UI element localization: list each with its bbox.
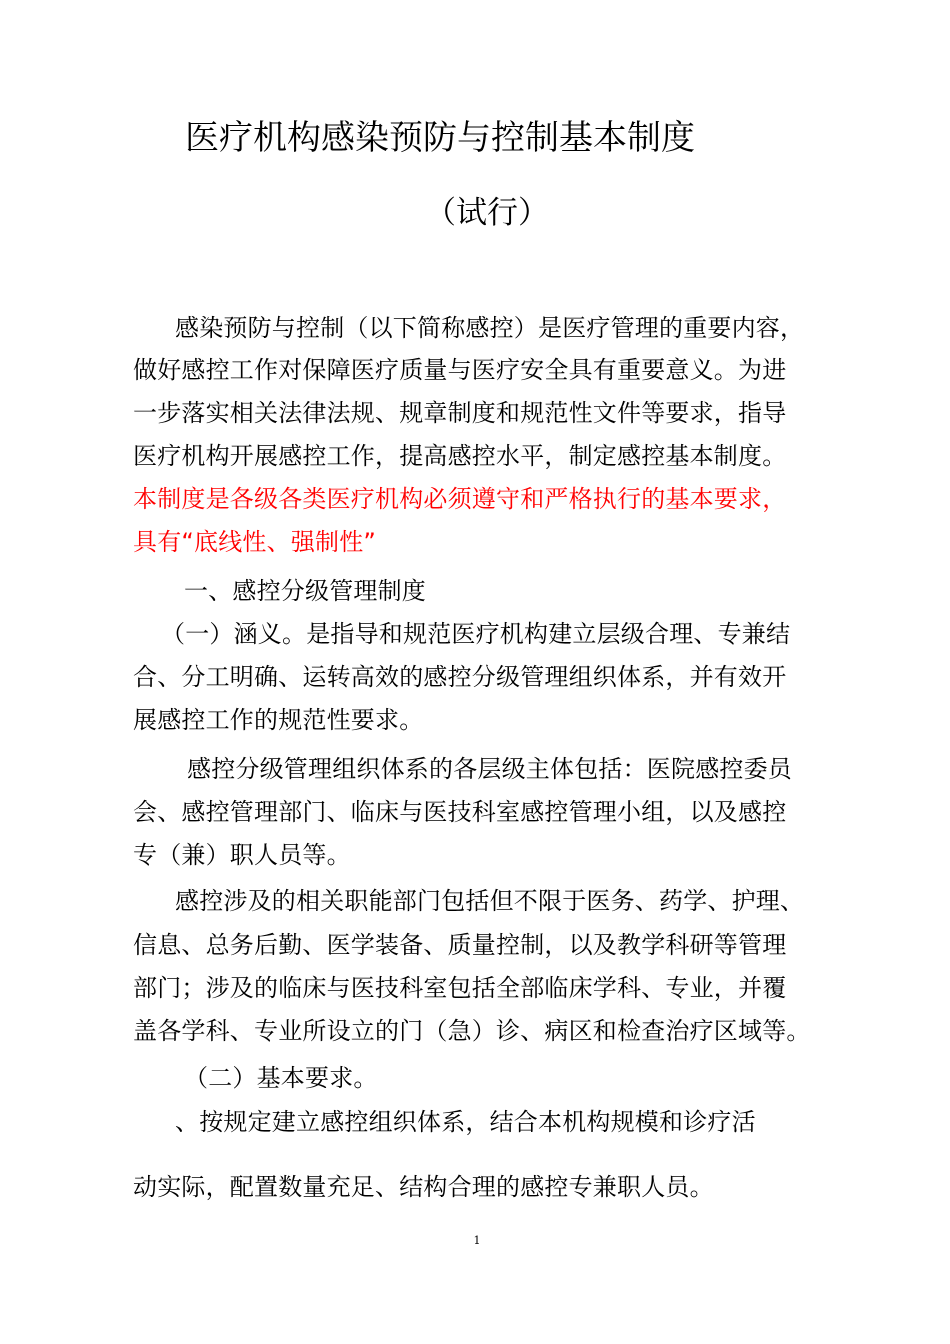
highlight-line-2: 具有“底线性、强制性” bbox=[133, 528, 377, 556]
highlight-line-1: 本制度是各级各类医疗机构必须遵守和严格执行的基本要求， bbox=[133, 485, 787, 513]
requirement-line-1: 、按规定建立感控组织体系，结合本机构规模和诊疗活 bbox=[175, 1108, 756, 1136]
page-number: 1 bbox=[473, 1234, 481, 1247]
entities-line-2: 会、感控管理部门、临床与医技科室感控管理小组，以及感控 bbox=[133, 798, 787, 826]
entities-line-1: 感控分级管理组织体系的各层级主体包括：医院感控委员 bbox=[187, 755, 792, 783]
intro-line-1: 感染预防与控制（以下简称感控）是医疗管理的重要内容， bbox=[175, 314, 805, 342]
entities-line-3: 专（兼）职人员等。 bbox=[133, 841, 351, 869]
departments-line-2: 信息、总务后勤、医学装备、质量控制，以及教学科研等管理 bbox=[133, 931, 787, 959]
definition-line-2: 合、分工明确、运转高效的感控分级管理组织体系，并有效开 bbox=[133, 663, 787, 691]
requirements-heading: （二）基本要求。 bbox=[184, 1064, 378, 1092]
intro-line-4: 医疗机构开展感控工作，提高感控水平，制定感控基本制度。 bbox=[133, 442, 787, 470]
definition-line-1: （一）涵义。是指导和规范医疗机构建立层级合理、专兼结 bbox=[161, 620, 791, 648]
document-subtitle: （试行） bbox=[425, 195, 549, 231]
departments-line-1: 感控涉及的相关职能部门包括但不限于医务、药学、护理、 bbox=[175, 887, 805, 915]
departments-line-3: 部门；涉及的临床与医技科室包括全部临床学科、专业，并覆 bbox=[133, 974, 787, 1002]
definition-line-3: 展感控工作的规范性要求。 bbox=[133, 706, 424, 734]
intro-line-2: 做好感控工作对保障医疗质量与医疗安全具有重要意义。为进 bbox=[133, 356, 787, 384]
section-heading: 一、感控分级管理制度 bbox=[184, 577, 426, 605]
intro-line-3: 一步落实相关法律法规、规章制度和规范性文件等要求，指导 bbox=[133, 399, 787, 427]
document-title: 医疗机构感染预防与控制基本制度 bbox=[185, 118, 695, 158]
departments-line-4: 盖各学科、专业所设立的门（急）诊、病区和检查治疗区域等。 bbox=[133, 1017, 811, 1045]
requirement-line-2: 动实际，配置数量充足、结构合理的感控专兼职人员。 bbox=[133, 1173, 714, 1201]
